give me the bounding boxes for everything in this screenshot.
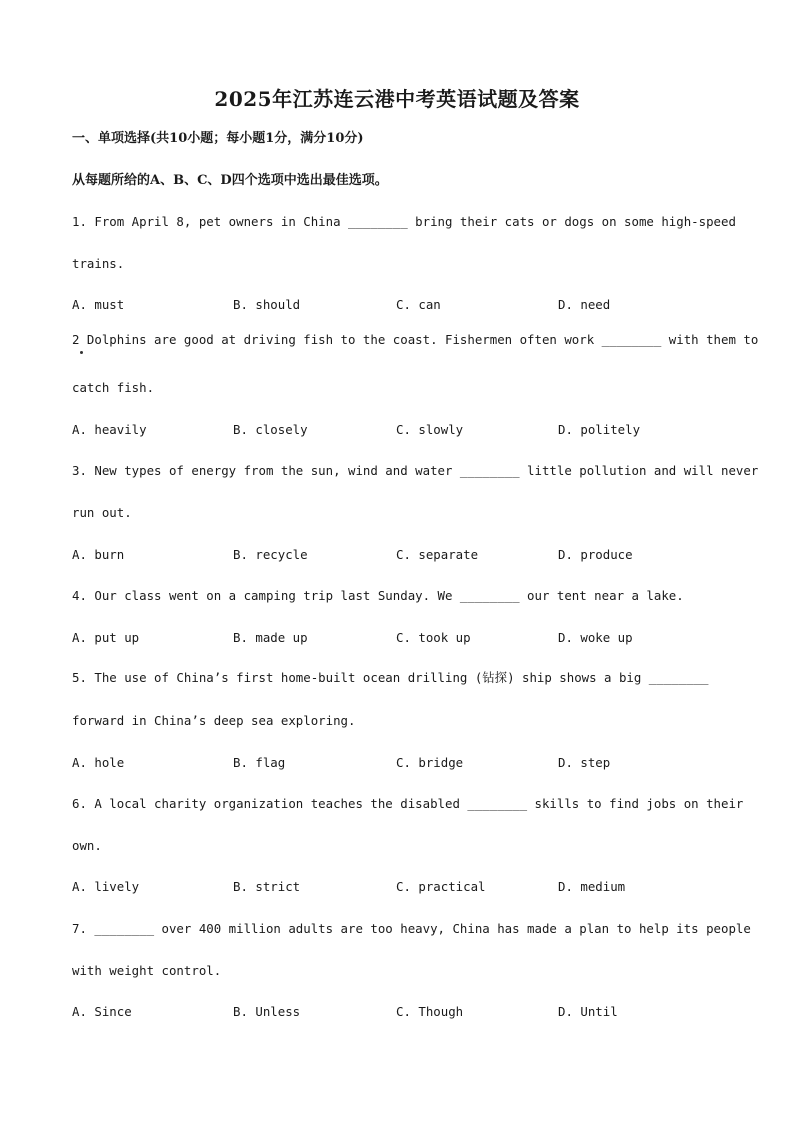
question-6-option-b: B. strict xyxy=(233,879,301,894)
question-2-option-c: C. slowly xyxy=(396,422,464,437)
question-1-option-b: B. should xyxy=(233,297,301,312)
section-heading: 一、单项选择(共10小题；每小题1分，满分10分) xyxy=(72,131,364,146)
question-7-option-a: A. Since xyxy=(72,1004,132,1019)
question-6-line-1: 6. A local charity organization teaches the disabled ________ skills to find jobs on their xyxy=(72,796,744,811)
stray-dot xyxy=(80,351,83,354)
question-5-option-c: C. bridge xyxy=(396,755,464,770)
question-4-option-a: A. put up xyxy=(72,630,140,645)
document-title: 2025年江苏连云港中考英语试题及答案 xyxy=(214,87,580,111)
question-4-option-c: C. took up xyxy=(396,630,471,645)
question-4-line-1: 4. Our class went on a camping trip last Sunday. We ________ our tent near a lake. xyxy=(72,588,684,603)
question-5-option-b: B. flag xyxy=(233,755,286,770)
question-1-line-1: 1. From April 8, pet owners in China ________ bring their cats or dogs on some high-speed xyxy=(72,214,736,229)
question-5-option-d: D. step xyxy=(558,755,611,770)
question-2-option-b: B. closely xyxy=(233,422,308,437)
question-5-option-a: A. hole xyxy=(72,755,125,770)
instruction-text: 从每题所给的A、B、C、D四个选项中选出最佳选项。 xyxy=(72,173,388,188)
question-2-line-1: 2 Dolphins are good at driving fish to the coast. Fishermen often work ________ with them to xyxy=(72,332,759,347)
question-4-option-d: D. woke up xyxy=(558,630,633,645)
question-2-option-d: D. politely xyxy=(558,422,641,437)
question-3-line-2: run out. xyxy=(72,505,132,520)
question-7-option-d: D. Until xyxy=(558,1004,618,1019)
question-7-line-1: 7. ________ over 400 million adults are too heavy, China has made a plan to help its people xyxy=(72,921,751,936)
question-1-line-2: trains. xyxy=(72,256,125,271)
question-1-option-d: D. need xyxy=(558,297,611,312)
question-3-option-c: C. separate xyxy=(396,547,479,562)
question-7-option-b: B. Unless xyxy=(233,1004,301,1019)
question-5-line-2: forward in China’s deep sea exploring. xyxy=(72,713,356,728)
question-7-option-c: C. Though xyxy=(396,1004,464,1019)
question-3-line-1: 3. New types of energy from the sun, wind and water ________ little pollution and will never xyxy=(72,463,759,478)
question-3-option-b: B. recycle xyxy=(233,547,308,562)
question-6-option-a: A. lively xyxy=(72,879,140,894)
question-1-option-c: C. can xyxy=(396,297,441,312)
question-4-option-b: B. made up xyxy=(233,630,308,645)
question-3-option-d: D. produce xyxy=(558,547,633,562)
question-3-option-a: A. burn xyxy=(72,547,125,562)
question-5-line-1: 5. The use of China’s first home-built ocean drilling (钻探) ship shows a big ________ xyxy=(72,670,709,685)
question-2-option-a: A. heavily xyxy=(72,422,147,437)
question-1-option-a: A. must xyxy=(72,297,125,312)
question-6-line-2: own. xyxy=(72,838,102,853)
question-6-option-c: C. practical xyxy=(396,879,486,894)
question-6-option-d: D. medium xyxy=(558,879,626,894)
question-7-line-2: with weight control. xyxy=(72,963,222,978)
question-2-line-2: catch fish. xyxy=(72,380,155,395)
